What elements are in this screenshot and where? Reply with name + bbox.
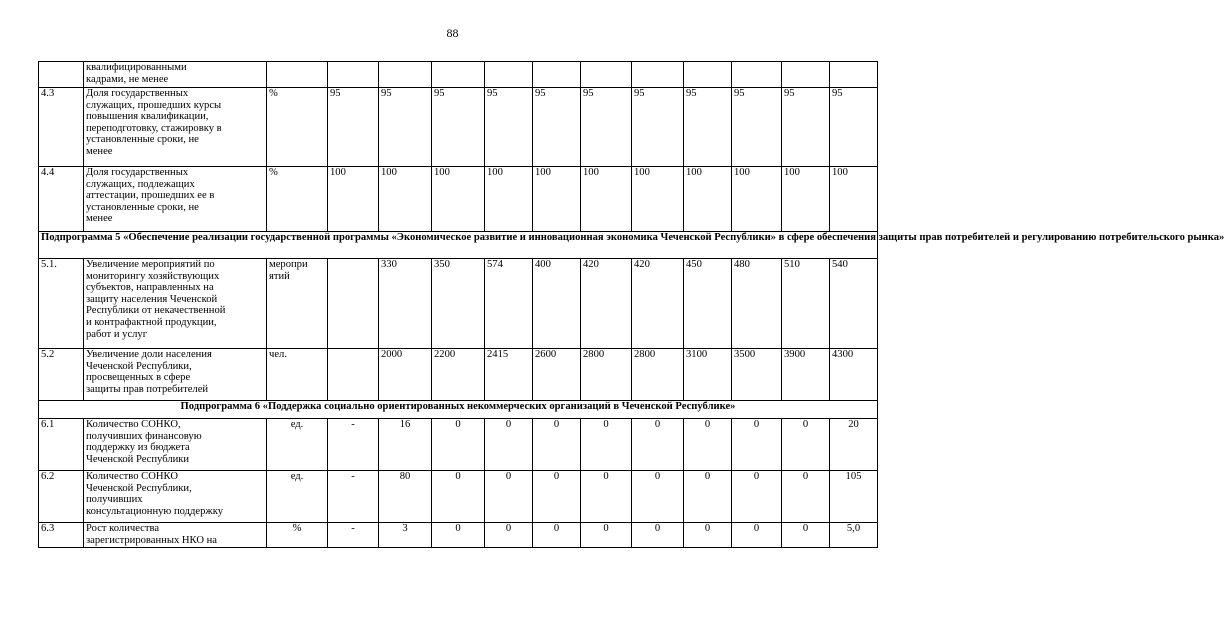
section-header-row <box>39 401 878 419</box>
unit-cell <box>267 523 328 548</box>
value-cell: 2200 <box>432 349 485 401</box>
value-cell: 0 <box>782 419 830 471</box>
value-cell: 0 <box>732 419 782 471</box>
value-cell <box>782 62 830 88</box>
base-value-cell: - <box>328 471 379 523</box>
value-cell <box>485 62 533 88</box>
subprogram-title: Подпрограмма 5 «Обеспечение реализации государственной программы «Экономическое развитие и инновационная экономика Чеченской Республики» в сфере обеспечения защиты прав потребителей и регулированию потребительского рынка» <box>39 232 878 259</box>
unit-cell <box>267 62 328 88</box>
value-cell: 0 <box>782 523 830 548</box>
page-number: 88 <box>446 26 459 40</box>
table-row <box>39 167 878 232</box>
indicator-name-cell <box>84 419 267 471</box>
unit-line: ед. <box>290 419 304 430</box>
base-value-cell: - <box>328 523 379 548</box>
indicator-line: Чеченской Республики, <box>86 360 192 372</box>
row-number-cell: 6.2 <box>39 471 84 523</box>
indicator-line: переподготовку, стажировку в <box>86 122 222 134</box>
indicator-line: Республики от некачественной <box>86 305 226 317</box>
indicator-line: менее <box>86 145 113 157</box>
value-cell: 105 <box>830 471 878 523</box>
table-row <box>39 523 878 548</box>
value-cell: 3500 <box>732 349 782 401</box>
unit-line: чел. <box>269 349 287 360</box>
value-cell <box>379 62 432 88</box>
value-cell: 0 <box>684 471 732 523</box>
value-cell: 2000 <box>379 349 432 401</box>
value-cell <box>632 62 684 88</box>
value-cell: 420 <box>581 259 632 349</box>
table-row <box>39 471 878 523</box>
value-cell: 540 <box>830 259 878 349</box>
indicators-table <box>38 61 1224 548</box>
value-cell: 0 <box>533 471 581 523</box>
value-cell <box>732 62 782 88</box>
value-cell <box>581 62 632 88</box>
value-cell: 0 <box>684 523 732 548</box>
value-cell: 100 <box>732 167 782 232</box>
value-cell: 80 <box>379 471 432 523</box>
indicator-line: повышения квалификации, <box>86 111 209 123</box>
value-cell: 100 <box>432 167 485 232</box>
value-cell: 95 <box>432 88 485 167</box>
unit-line: ятий <box>269 270 290 282</box>
value-cell: 2600 <box>533 349 581 401</box>
indicator-line: служащих, прошедших курсы <box>86 99 222 111</box>
indicator-line: просвещенных в сфере <box>86 372 191 384</box>
value-cell: 100 <box>533 167 581 232</box>
value-cell: 0 <box>533 419 581 471</box>
indicator-line: поддержку из бюджета <box>86 442 190 454</box>
value-cell <box>533 62 581 88</box>
row-number-cell: 6.3 <box>39 523 84 548</box>
indicator-line: Чеченской Республики, <box>86 482 192 494</box>
value-cell <box>684 62 732 88</box>
indicator-line: Чеченской Республики <box>86 453 190 465</box>
value-cell: 480 <box>732 259 782 349</box>
indicator-line: защиту населения Чеченской <box>86 293 218 305</box>
value-cell: 5,0 <box>830 523 878 548</box>
value-cell <box>830 62 878 88</box>
indicator-line: Количество СОНКО, <box>86 419 181 430</box>
value-cell: 2800 <box>632 349 684 401</box>
indicator-line: и контрафактной продукции, <box>86 316 217 328</box>
value-cell: 95 <box>533 88 581 167</box>
subprogram-title: Подпрограмма 6 «Поддержка социально ориентированных некоммерческих организаций в Чеченской Республике» <box>39 401 878 419</box>
value-cell: 95 <box>632 88 684 167</box>
indicator-name-cell <box>84 62 267 88</box>
value-cell: 20 <box>830 419 878 471</box>
table-row <box>39 259 878 349</box>
value-cell: 95 <box>782 88 830 167</box>
value-cell: 95 <box>379 88 432 167</box>
table-row <box>39 88 878 167</box>
value-cell: 0 <box>632 419 684 471</box>
unit-cell <box>267 419 328 471</box>
unit-cell <box>267 349 328 401</box>
unit-cell <box>267 167 328 232</box>
base-value-cell: 95 <box>328 88 379 167</box>
value-cell: 400 <box>533 259 581 349</box>
indicator-name-cell <box>84 88 267 167</box>
indicator-name-cell <box>84 523 267 548</box>
indicator-line: консультационную поддержку <box>86 505 224 517</box>
unit-line: меропри <box>269 259 308 270</box>
value-cell: 0 <box>432 419 485 471</box>
indicator-line: кадрами, не менее <box>86 73 169 85</box>
value-cell: 510 <box>782 259 830 349</box>
row-number-cell: 5.2 <box>39 349 84 401</box>
base-value-cell <box>328 62 379 88</box>
indicator-line: субъектов, направленных на <box>86 282 214 294</box>
indicator-line: квалифицированными <box>86 62 187 73</box>
value-cell: 3 <box>379 523 432 548</box>
base-value-cell <box>328 349 379 401</box>
indicator-line: работ и услуг <box>86 328 148 340</box>
row-number-cell: 4.4 <box>39 167 84 232</box>
value-cell: 95 <box>830 88 878 167</box>
value-cell: 0 <box>581 471 632 523</box>
value-cell: 3900 <box>782 349 830 401</box>
indicator-name-cell <box>84 259 267 349</box>
value-cell: 100 <box>782 167 830 232</box>
indicator-line: аттестации, прошедших ее в <box>86 190 215 202</box>
base-value-cell <box>328 259 379 349</box>
value-cell: 100 <box>485 167 533 232</box>
indicator-line: Увеличение доли населения <box>86 349 212 360</box>
value-cell: 3100 <box>684 349 732 401</box>
value-cell: 0 <box>684 419 732 471</box>
table-row <box>39 62 878 88</box>
unit-line: % <box>269 167 278 178</box>
unit-cell <box>267 88 328 167</box>
value-cell: 2415 <box>485 349 533 401</box>
value-cell: 100 <box>830 167 878 232</box>
value-cell: 0 <box>632 471 684 523</box>
value-cell: 0 <box>782 471 830 523</box>
indicator-line: менее <box>86 213 113 225</box>
value-cell: 95 <box>485 88 533 167</box>
indicator-line: Рост количества <box>86 523 160 534</box>
indicator-line: Доля государственных <box>86 88 189 99</box>
value-cell: 0 <box>732 471 782 523</box>
value-cell: 16 <box>379 419 432 471</box>
value-cell: 95 <box>684 88 732 167</box>
table-row <box>39 349 878 401</box>
section-header-row <box>39 232 878 259</box>
value-cell: 574 <box>485 259 533 349</box>
value-cell: 100 <box>684 167 732 232</box>
value-cell: 0 <box>432 471 485 523</box>
indicator-line: получивших финансовую <box>86 430 202 442</box>
indicator-name-cell <box>84 471 267 523</box>
value-cell: 100 <box>379 167 432 232</box>
value-cell: 450 <box>684 259 732 349</box>
value-cell: 0 <box>533 523 581 548</box>
unit-line: % <box>292 523 302 534</box>
value-cell: 2800 <box>581 349 632 401</box>
value-cell: 0 <box>632 523 684 548</box>
indicator-line: мониторингу хозяйствующих <box>86 270 220 282</box>
unit-line: % <box>269 88 278 99</box>
indicator-line: Доля государственных <box>86 167 189 178</box>
value-cell: 0 <box>485 471 533 523</box>
indicator-line: служащих, подлежащих <box>86 178 195 190</box>
indicator-line: Увеличение мероприятий по <box>86 259 215 270</box>
indicator-line: получивших <box>86 494 143 506</box>
value-cell: 0 <box>581 419 632 471</box>
indicator-line: Количество СОНКО <box>86 471 178 482</box>
value-cell: 350 <box>432 259 485 349</box>
unit-line: ед. <box>290 471 304 482</box>
value-cell: 0 <box>485 419 533 471</box>
value-cell: 95 <box>581 88 632 167</box>
value-cell: 100 <box>632 167 684 232</box>
indicator-line: установленные сроки, не <box>86 201 199 213</box>
value-cell: 0 <box>581 523 632 548</box>
value-cell: 4300 <box>830 349 878 401</box>
indicator-line: зарегистрированных НКО на <box>86 534 218 546</box>
unit-cell <box>267 259 328 349</box>
value-cell <box>432 62 485 88</box>
row-number-cell: 4.3 <box>39 88 84 167</box>
row-number-cell: 6.1 <box>39 419 84 471</box>
value-cell: 0 <box>432 523 485 548</box>
value-cell: 0 <box>732 523 782 548</box>
row-number-cell: 5.1. <box>39 259 84 349</box>
unit-cell <box>267 471 328 523</box>
indicator-name-cell <box>84 349 267 401</box>
base-value-cell: - <box>328 419 379 471</box>
indicator-name-cell <box>84 167 267 232</box>
base-value-cell: 100 <box>328 167 379 232</box>
value-cell: 330 <box>379 259 432 349</box>
table-row <box>39 419 878 471</box>
indicator-line: защиты прав потребителей <box>86 383 209 395</box>
row-number-cell <box>39 62 84 88</box>
value-cell: 95 <box>732 88 782 167</box>
value-cell: 0 <box>485 523 533 548</box>
value-cell: 420 <box>632 259 684 349</box>
value-cell: 100 <box>581 167 632 232</box>
indicator-line: установленные сроки, не <box>86 134 199 146</box>
